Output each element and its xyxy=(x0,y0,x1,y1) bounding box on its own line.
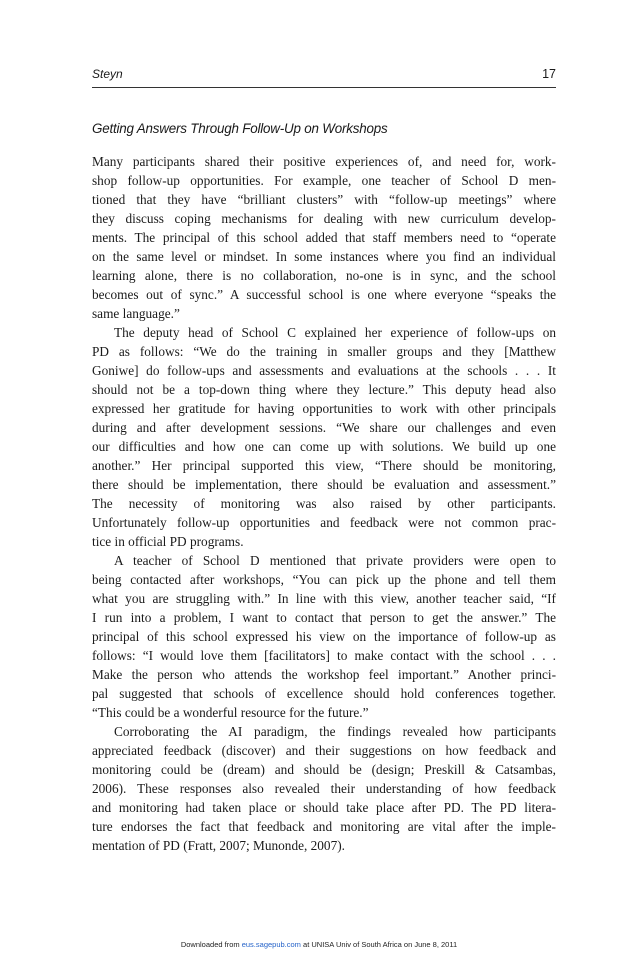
text-line: same language.” xyxy=(92,306,180,321)
text-line: learning alone, there is no collaboration, no-one is in sync, and the school xyxy=(92,268,556,283)
text-line: and monitoring had taken place or should take place after PD. The PD litera- xyxy=(92,800,556,815)
text-line: A teacher of School D mentioned that private providers were open to xyxy=(114,553,556,568)
text-line: Many participants shared their positive experiences of, and need for, work- xyxy=(92,154,556,169)
text-line: I run into a problem, I want to contact that person to get the answer.” The xyxy=(92,610,556,625)
text-line: ments. The principal of this school added that staff members need to “operate xyxy=(92,230,556,245)
text-line: follows: “I would love them [facilitators] to make contact with the school . . . xyxy=(92,648,556,663)
text-line: PD as follows: “We do the training in smaller groups and they [Matthew xyxy=(92,344,556,359)
text-line: they discuss coping mechanisms for dealing with new curriculum develop- xyxy=(92,211,556,226)
text-line: appreciated feedback (discover) and their suggestions on how feedback and xyxy=(92,743,556,758)
text-line: The necessity of monitoring was also raised by other participants. xyxy=(92,496,556,511)
text-line: Goniwe] do follow-ups and assessments and evaluations at the schools . . . It xyxy=(92,363,556,378)
text-line: being contacted after workshops, “You can pick up the phone and tell them xyxy=(92,572,556,587)
text-line: ture endorses the fact that feedback and monitoring are vital after the imple- xyxy=(92,819,556,834)
text-line: on the same level or mindset. In some instances where you find an individual xyxy=(92,249,556,264)
text-line: pal suggested that schools of excellence should hold conferences together. xyxy=(92,686,556,701)
text-line: during and after development sessions. “We share our challenges and even xyxy=(92,420,556,435)
page-number: 17 xyxy=(542,67,556,81)
text-line: our difficulties and how one can come up with solutions. We build up one xyxy=(92,439,556,454)
body-text xyxy=(92,152,556,855)
text-line: Make the person who attends the workshop feel important.” Another princi- xyxy=(92,667,556,682)
text-line: Unfortunately follow-up opportunities and feedback were not common prac- xyxy=(92,515,556,530)
text-line: “This could be a wonderful resource for the future.” xyxy=(92,705,369,720)
text-line: what you are struggling with.” In line with this view, another teacher said, “If xyxy=(92,591,556,606)
text-line: monitoring could be (dream) and should be (design; Preskill & Catsambas, xyxy=(92,762,556,777)
text-line: should not be a top-down thing where they lecture.” This deputy head also xyxy=(92,382,556,397)
footer-prefix: Downloaded from xyxy=(180,940,242,949)
text-line: becomes out of sync.” A successful school is one where everyone “speaks the xyxy=(92,287,556,302)
download-footer xyxy=(0,940,638,949)
footer-link[interactable]: eus.sagepub.com xyxy=(241,940,301,949)
text-line: there should be implementation, there should be evaluation and assessment.” xyxy=(92,477,556,492)
section-heading: Getting Answers Through Follow-Up on Workshops xyxy=(92,121,388,136)
text-line: Corroborating the AI paradigm, the findings revealed how participants xyxy=(114,724,556,739)
text-line: tice in official PD programs. xyxy=(92,534,244,549)
text-line: tioned that they have “brilliant clusters” with “follow-up meetings” where xyxy=(92,192,556,207)
running-header xyxy=(92,67,556,88)
text-line: The deputy head of School C explained her experience of follow-ups on xyxy=(114,325,556,340)
text-line: expressed her gratitude for having opportunities to work with other principals xyxy=(92,401,556,416)
text-line: principal of this school expressed his view on the importance of follow-up as xyxy=(92,629,556,644)
footer-suffix: at UNISA Univ of South Africa on June 8, 2011 xyxy=(300,940,458,949)
text-line: mentation of PD (Fratt, 2007; Munonde, 2007). xyxy=(92,838,345,853)
text-line: shop follow-up opportunities. For example, one teacher of School D men- xyxy=(92,173,556,188)
text-line: another.” Her principal supported this view, “There should be monitoring, xyxy=(92,458,556,473)
running-head-author: Steyn xyxy=(92,67,123,81)
text-line: 2006). These responses also revealed their understanding of how feedback xyxy=(92,781,556,796)
